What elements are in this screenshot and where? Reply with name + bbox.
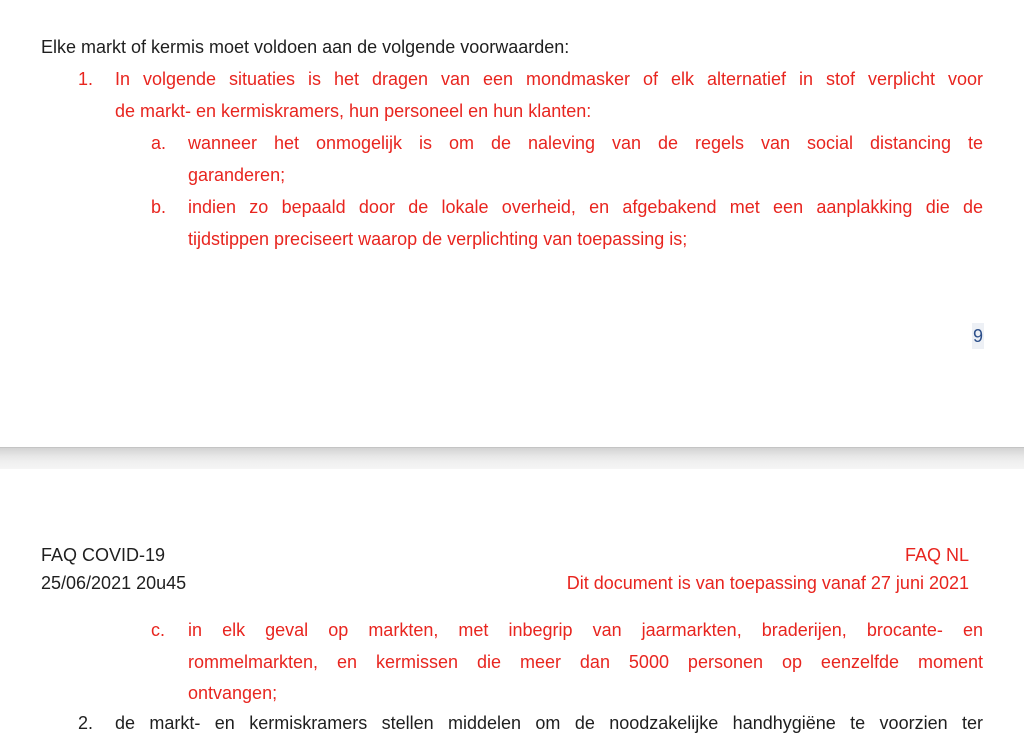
list-item-a-line-2: garanderen;: [188, 165, 286, 185]
list-letter-c: c.: [151, 620, 166, 640]
header-language: FAQ NL: [904, 545, 969, 565]
list-letter-a: a.: [151, 133, 167, 153]
header-date: 25/06/2021 20u45: [41, 573, 187, 593]
list-item-1-line-1: In volgende situaties is het dragen van een mondmasker of elk alternatief in stof verplicht voor: [115, 69, 983, 89]
page-number: 9: [972, 323, 984, 349]
list-item-2-line-1: de markt- en kermiskramers stellen middelen om de noodzakelijke handhygiëne te voorzien ter: [115, 713, 983, 733]
list-number-1: 1.: [78, 69, 94, 89]
page-separator: [0, 447, 1024, 470]
list-letter-b: b.: [151, 197, 167, 217]
header-validity-note: Dit document is van toepassing vanaf 27 juni 2021: [566, 573, 969, 593]
list-number-2: 2.: [78, 713, 94, 733]
list-item-b-line-1: indien zo bepaald door de lokale overheid, en afgebakend met een aanplakking die de: [188, 197, 983, 217]
list-item-b-line-2: tijdstippen preciseert waarop de verplichting van toepassing is;: [188, 229, 688, 249]
list-item-1-line-2: de markt- en kermiskramers, hun personeel en hun klanten:: [115, 101, 592, 121]
list-item-a-line-1: wanneer het onmogelijk is om de naleving van de regels van social distancing te: [188, 133, 983, 153]
intro-text: Elke markt of kermis moet voldoen aan de volgende voorwaarden:: [41, 37, 570, 57]
list-item-c-line-3: ontvangen;: [188, 683, 278, 703]
header-title: FAQ COVID-19: [41, 545, 166, 565]
list-item-c-line-1: in elk geval op markten, met inbegrip van jaarmarkten, braderijen, brocante- en: [188, 620, 983, 640]
document-page-bottom: [0, 469, 1024, 737]
list-item-c-line-2: rommelmarkten, en kermissen die meer dan 5000 personen op eenzelfde moment: [188, 652, 983, 672]
